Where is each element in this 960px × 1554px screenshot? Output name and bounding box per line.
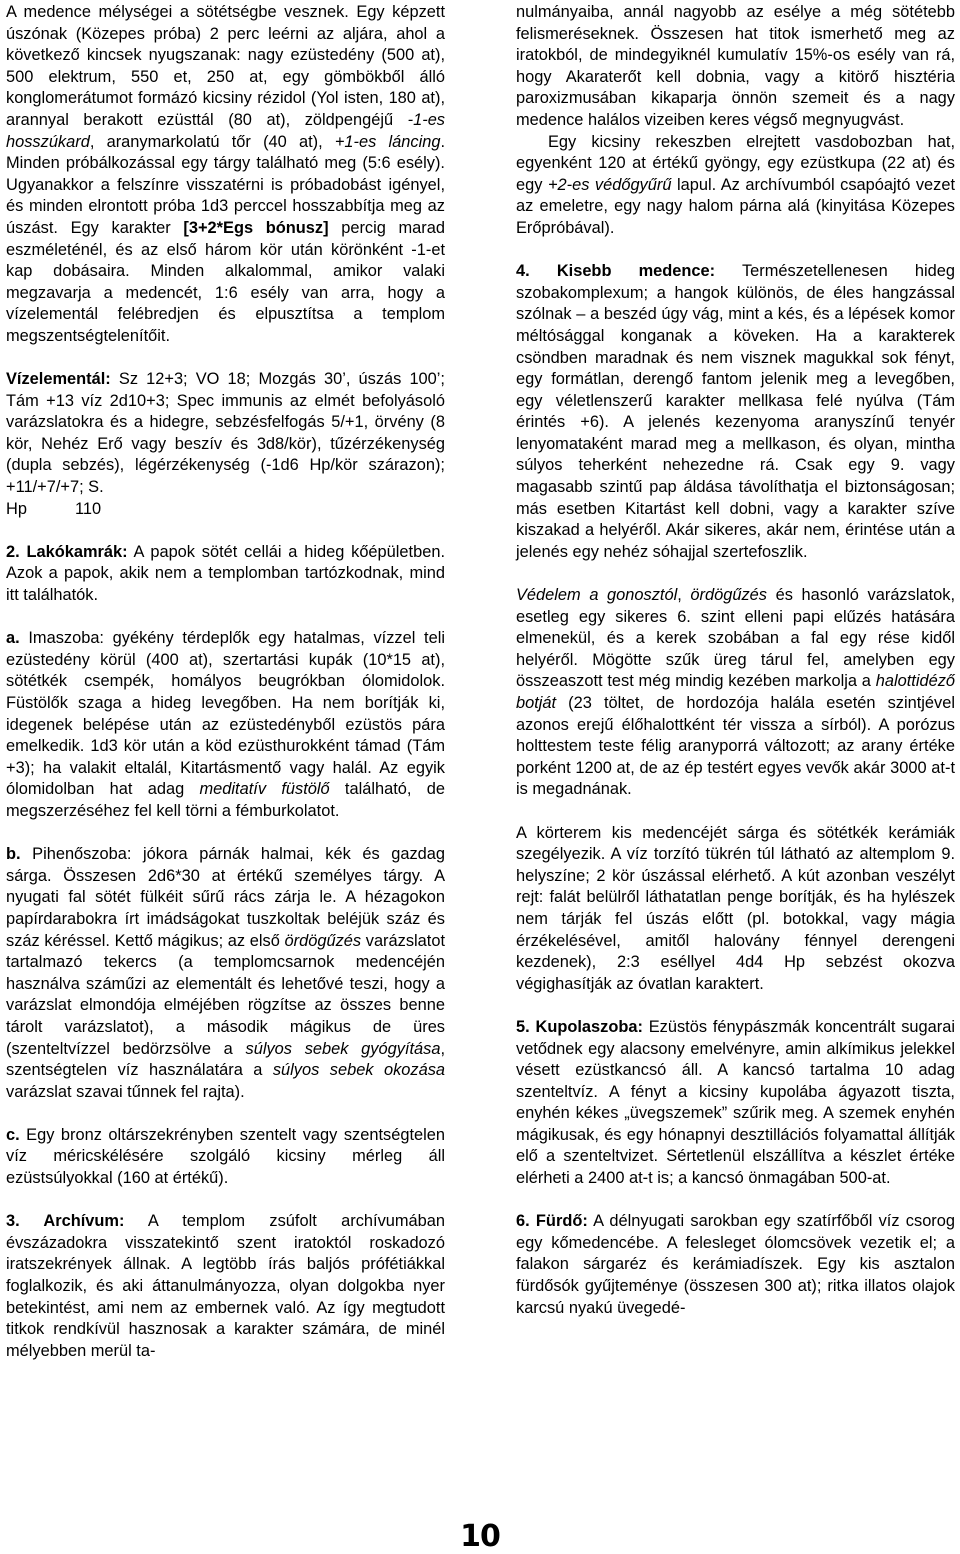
italic-item: halottidéző botját bbox=[516, 672, 955, 712]
italic-item: súlyos sebek okozása bbox=[272, 1061, 445, 1080]
section-text: A templom zsúfolt archívumában évszázadokra visszatekintő szent iratoktól roskadozó iratszekrények állnak. A legtöbb írás baljós prófétiákkal foglalkozik, és aki áttanulmányozza, olyan dolgokba nyer betekintést, ami nem az embernek való. Az így megtudott titkok rendkívül hasznosak a karakter számára, de minél mélyebben merül ta- bbox=[6, 1212, 445, 1360]
section-heading: 3. Archívum: bbox=[6, 1212, 125, 1231]
text-run: A medence mélységei a sötétségbe vesznek. Egy képzett úszónak (Közepes próba) 2 perc leérni az aljára, ahol a következő kincsek nyugszanak: nagy ezüstedény (500 at), 500 elektrum, 550 et, 250 at, egy gömbökből álló konglomerátumot formázó kicsiny rézidol (Yol isten, 180 at), arannyal berakott ezüsttál (80 at), zöldpengéjű bbox=[6, 3, 445, 129]
stat-block-text: Sz 12+3; VO 18; Mozgás 30’, úszás 100’; Tám +13 víz 2d10+3; Spec immunis az elmét befolyásoló varázslatokra és a hidegre, sebzésfelfogás 5/+1, örvény (8 kör, Nehéz Erő vagy beszív és 3d8/kör), tűzérzékenység (dupla sebzés), légérzékenység (-1d6 Hp/kör szárazon); +11/+7/+7; S. bbox=[6, 370, 445, 497]
italic-item: ördögűzés bbox=[284, 931, 362, 950]
hp-value: 110 bbox=[74, 499, 102, 518]
left-column bbox=[6, 2, 445, 1362]
paragraph-small-pool: A körterem kis medencéjét sárga és sötétkék kerámiák szegélyezik. A víz torzító tükrén túl látható az altemplom 9. helyszíne; 2 kör úszással elérhető. A kút azonban veszélyt rejt: falát belülről láthatatlan penge borítják, és ha hylészek nem tárják fel úszás előtt (pl. botokkal, vagy mágia érzékelésével, amitől halovány fénnyel derengeni kezdenek), 2:3 eséllyel 4d4 Hp sebzést okozva végighasítják az óvatlan karaktert. bbox=[516, 823, 955, 993]
text-run: Egy bronz oltárszekrényben szentelt vagy szentségtelen víz méricskélésére szolgáló kicsiny mérleg áll ezüstsúlyokkal (160 at értékű). bbox=[6, 1125, 445, 1188]
section-heading: 5. Kupolaszoba: bbox=[516, 1017, 643, 1036]
subsection-label: c. bbox=[6, 1125, 20, 1144]
section-text: Természetellenesen hideg szobakomplexum; a hangok különös, de éles hangzással szólnak – a beszéd úgy vág, mint a kés, és a lépések komor méltósággal konganak a köveken. Ha a karakterek csöndben maradnak és nem visznek magukkal sok fényt, egy formátlan, derengő fantom jelenik meg a levegőben, egy véletlenszerű karakter mellkasa felé nyúlva (Tám érintés +6). A jelenés kezenyoma aranyszínű tenyér lenyomataként marad meg a mellkason, és olyan, mintha súlyos teherként nehezedne rá. Csak egy 9. vagy magasabb szintű pap áldása távolíthatja el biztonságosan; más esetben Kitartást kell dobni, vagy a karakter szíve kiszakad a helyéről. Akár sikeres, akár nem, érintése után a jelenés egy nehéz sóhajjal szertefoszlik. bbox=[516, 262, 955, 561]
subsection-label: a. bbox=[6, 629, 20, 648]
text-run: percig marad eszméleténél, és az első három kör után körönként -1-et kap dobásaira. Minden alkalommal, amikor valaki megzavarja a medencét, 1:6 esély van arra, hogy a vízelementál felébredjen és elpusztítsa a templom megszentségtelenítőit. bbox=[6, 218, 445, 345]
section-4-heading-paragraph bbox=[516, 261, 955, 563]
italic-item: meditatív füstölő bbox=[199, 780, 330, 799]
section-3-heading-paragraph bbox=[6, 1211, 445, 1362]
section-heading: 2. Lakókamrák: bbox=[6, 542, 128, 561]
bold-formula: [3+2*Egs bónusz] bbox=[183, 218, 329, 237]
text-run: (23 töltet, de hordozója halála esetén szintjével azonos erejű élőhalottként tér vissza a sírból). A porózus holttestem teste félig aranyporrá változott; az arany értéke porként 1200 at, de az ép testért egyes vevők akár 3000 at-t is megadnának. bbox=[516, 694, 955, 799]
text-run: varázslatot tartalmazó tekercs (a templomcsarnok medencéjén használva száműzi az elementált és lehetővé teszi, hogy a varázslat elmondója elméjében rögzítse az összes benne tárolt varázslatot), a második mágikus de üres (szenteltvízzel bedörzsölve a bbox=[6, 931, 445, 1058]
text-run: , aranymarkolatú tőr (40 at), bbox=[89, 132, 335, 151]
text-run: Imaszoba: gyékény térdeplők egy hatalmas, vízzel teli ezüstedény körül (400 at), szertartási kupák (10*15 at), sötétkék csempék, homályos beugrókban ólomidolok. Füstölők szaga a hideg levegőben. Ha nem borítják ki, idegenek belépése után az ezüstedényből ezüstös pára emelkedik. 1d3 kör után a köd ezüsthurokként támad (Tám +3); ha valakit eltalál, Kitartásmentő vagy halál. Az egyik ólomidolban hat adag bbox=[6, 629, 445, 799]
section-text: A délnyugati sarokban egy szatírfőből víz csorog egy kőmedencébe. A felesleget ólomcsövek vezetik el; a falakon sárgaréz és kerámiadíszek. Egy kis asztalon fürdősók gyűjteménye (összesen 300 at); ritka illatos olajok karcsú nyakú üvegedé- bbox=[516, 1212, 956, 1317]
text-run: , bbox=[677, 586, 691, 605]
paragraph-hidden-box bbox=[516, 132, 955, 240]
italic-item: súlyos sebek gyógyítása bbox=[245, 1039, 441, 1058]
italic-item: Védelem a gonosztól bbox=[516, 586, 678, 605]
hp-label: Hp bbox=[6, 499, 27, 518]
section-heading: 6. Fürdő: bbox=[516, 1212, 588, 1231]
page-number: 10 bbox=[460, 1519, 500, 1554]
text-run: Pihenőszoba: jókora párnák halmai, kék és gazdag sárga. Összesen 2d6*30 at értékű személyes tárgy. A nyugati fal sötét fülkéit sűrű rács zárja le. A hézagokon papírdarabokra írt imádságokat tuszkoltak beléjük száz és száz kéréssel. Kettő mágikus; az első bbox=[6, 845, 445, 950]
text-run: , szentségtelen víz használatára a bbox=[6, 1039, 445, 1080]
section-2-heading-paragraph bbox=[6, 542, 445, 607]
text-run: varázslat szavai tűnnek fel rajta). bbox=[6, 1082, 245, 1101]
italic-item: ördögűzés bbox=[690, 586, 767, 605]
italic-item: +1-es láncing bbox=[334, 132, 441, 151]
section-text: A papok sötét cellái a hideg kőépületben. Azok a papok, akik nem a templomban tartózkodnak, mind itt találhatók. bbox=[6, 542, 445, 605]
paragraph-archive-continued: nulmányaiba, annál nagyobb az esélye a még sötétebb felismeréseknek. Összesen hat titok ismerhető meg az iratokból, de mindegyiknél kumulatív 15%-os esély van rá, hogy Akaraterőt kell dobnia, vagy a kitörő hisztéria paroxizmusában kikaparja önnön szemeit és a nagy medence halálos vizeiben keres végső megnyugvást. bbox=[516, 3, 955, 129]
paragraph-pool-treasure bbox=[6, 2, 445, 348]
subsection-label: b. bbox=[6, 845, 21, 864]
section-6-heading-paragraph bbox=[516, 1211, 955, 1319]
subsection-c bbox=[6, 1125, 445, 1190]
paragraph-phantom-banishment bbox=[516, 585, 955, 801]
italic-item: +2-es védőgyűrű bbox=[547, 175, 672, 194]
section-heading: 4. Kisebb medence: bbox=[516, 262, 716, 281]
text-run: található, de megszerzéséhez fel kell törni a fémburkolatot. bbox=[6, 780, 445, 820]
section-5-heading-paragraph bbox=[516, 1017, 955, 1190]
subsection-b bbox=[6, 844, 445, 1103]
text-run: lapul. Az archívumból csapóajtó vezet az emeletre, egy nagy halom párna alá (kinyitása Közepes Erőpróbával). bbox=[516, 175, 955, 237]
right-column bbox=[516, 2, 955, 1319]
text-run: Egy kicsiny rekeszben elrejtett vasdobozban hat, egyenként 120 at értékű gyöngy, egy ezüstkupa (22 at) és egy bbox=[516, 132, 955, 194]
stat-block-label: Vízelementál: bbox=[6, 370, 111, 389]
stat-block-water-elemental bbox=[6, 369, 445, 520]
text-run: és hasonló varázslatok, esetleg egy sikeres 6. szint elleni papi elűzés hatására elmenekül, és a kerek szobában a fal egy rése kidől helyéről. Mögötte szűk üreg tárul fel, amelyben egy összeaszott test még mindig kezében markolja a bbox=[516, 586, 956, 691]
subsection-a bbox=[6, 628, 445, 822]
italic-item: -1-es hosszúkard bbox=[6, 110, 445, 151]
text-run: . Minden próbálkozással egy tárgy található meg (5:6 esély). Ugyanakkor a felszínre visszatérni is próbadobást igényel, és minden elrontott próba 1d3 perccel hosszabbítja meg az úszást. Egy karakter bbox=[6, 132, 446, 237]
section-text: Ezüstös fénypászmák koncentrált sugarai vetődnek egy alacsony emelvényre, amin alkímikus jelekkel vésett ezüstkancsó áll. A kancsó tartalma 10 adag szenteltvíz. A fényt a kicsiny kupolába ágyazott tiszta, enyhén kékes „üvegszemek” szűrik meg. A szemek enyhén mágikusak, és egy hónapnyi desztillációs folyamattal állítják elő a szenteltvizet. Sértetlenül elszállítva a készlet értéke elérheti a 2400 at-t is; a kancsó önmagában 500-at. bbox=[516, 1017, 955, 1188]
